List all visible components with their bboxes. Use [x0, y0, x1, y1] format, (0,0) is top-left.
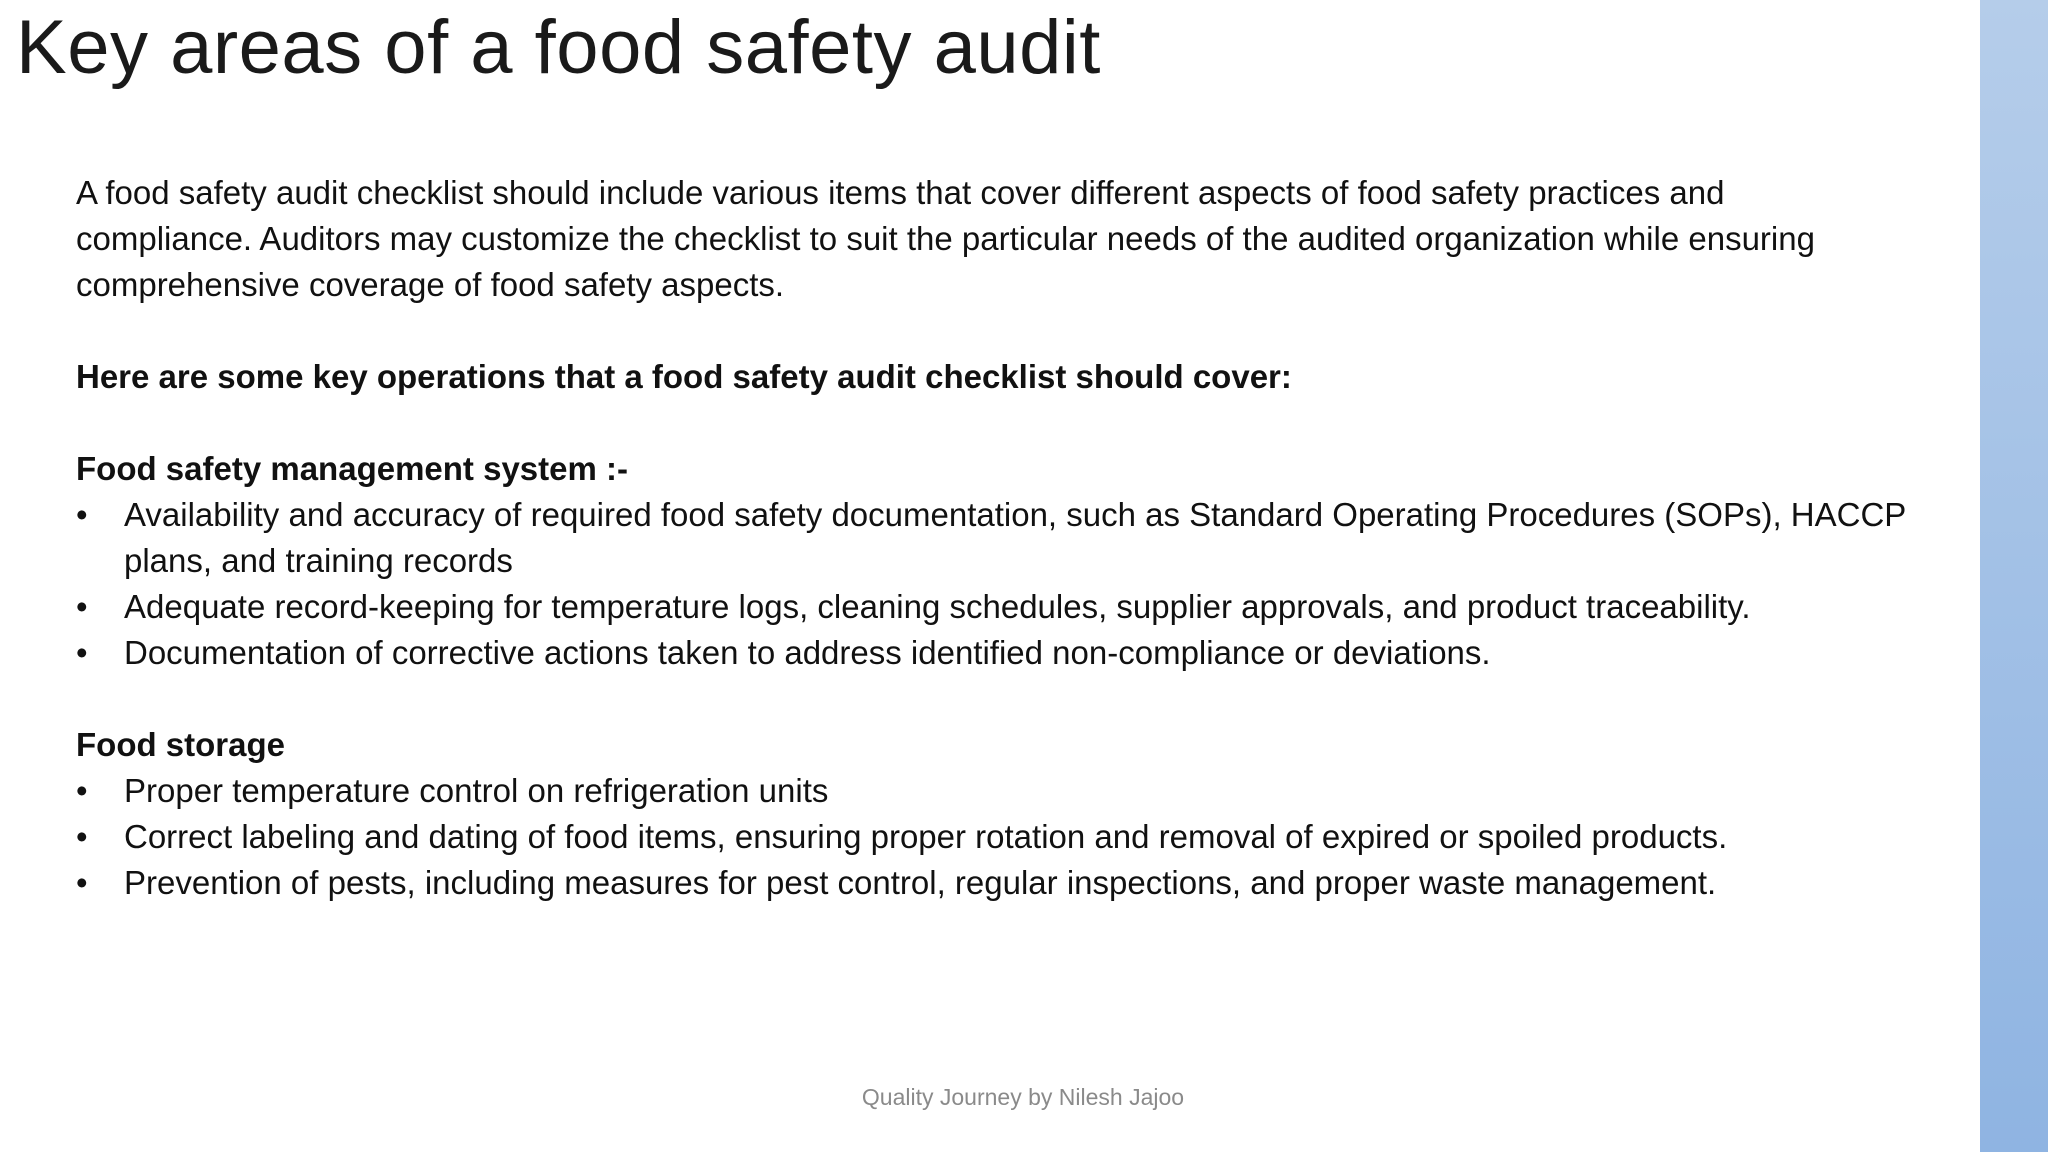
section-heading: Food storage	[76, 726, 286, 763]
list-item-text: Correct labeling and dating of food items, ensuring proper rotation and removal of expired or spoiled products.	[124, 818, 1728, 855]
list-item	[76, 492, 1906, 584]
section-heading: Food safety management system :-	[76, 450, 628, 487]
list-item-text: Prevention of pests, including measures for pest control, regular inspections, and proper waste management.	[124, 864, 1717, 901]
list-item	[76, 814, 1906, 860]
bullet-list	[76, 768, 1906, 906]
bullet-icon: •	[76, 772, 88, 809]
list-item-text: Proper temperature control on refrigeration units	[124, 772, 829, 809]
decorative-side-band	[1980, 0, 2048, 1152]
list-item	[76, 768, 1906, 814]
spacer	[76, 676, 1906, 722]
slide-content	[76, 170, 1906, 906]
slide-footer	[0, 1082, 2048, 1112]
list-item	[76, 630, 1906, 676]
list-item-text: Availability and accuracy of required food safety documentation, such as Standard Operating Procedures (SOPs), HACCP plans, and training records	[124, 496, 1906, 579]
bullet-icon: •	[76, 818, 88, 855]
intro-paragraph: A food safety audit checklist should include various items that cover different aspects of food safety practices and compliance. Auditors may customize the checklist to suit the particular needs of the audited organization while ensuring comprehensive coverage of food safety aspects.	[76, 174, 1815, 303]
list-item-text: Adequate record-keeping for temperature logs, cleaning schedules, supplier approvals, and product traceability.	[124, 588, 1751, 625]
footer-text: Quality Journey by Nilesh Jajoo	[861, 1084, 1185, 1110]
list-item	[76, 584, 1906, 630]
bullet-icon: •	[76, 864, 88, 901]
section-food-storage	[76, 722, 1906, 906]
list-item	[76, 860, 1906, 906]
spacer	[76, 308, 1906, 354]
bullet-icon: •	[76, 588, 88, 625]
slide-title: Key areas of a food safety audit	[16, 5, 1101, 90]
section-management-system	[76, 446, 1906, 676]
list-item-text: Documentation of corrective actions taken to address identified non-compliance or deviations.	[124, 634, 1491, 671]
bullet-icon: •	[76, 496, 88, 533]
bullet-icon: •	[76, 634, 88, 671]
spacer	[76, 400, 1906, 446]
lead-sentence: Here are some key operations that a food safety audit checklist should cover:	[76, 358, 1292, 395]
bullet-list	[76, 492, 1906, 676]
